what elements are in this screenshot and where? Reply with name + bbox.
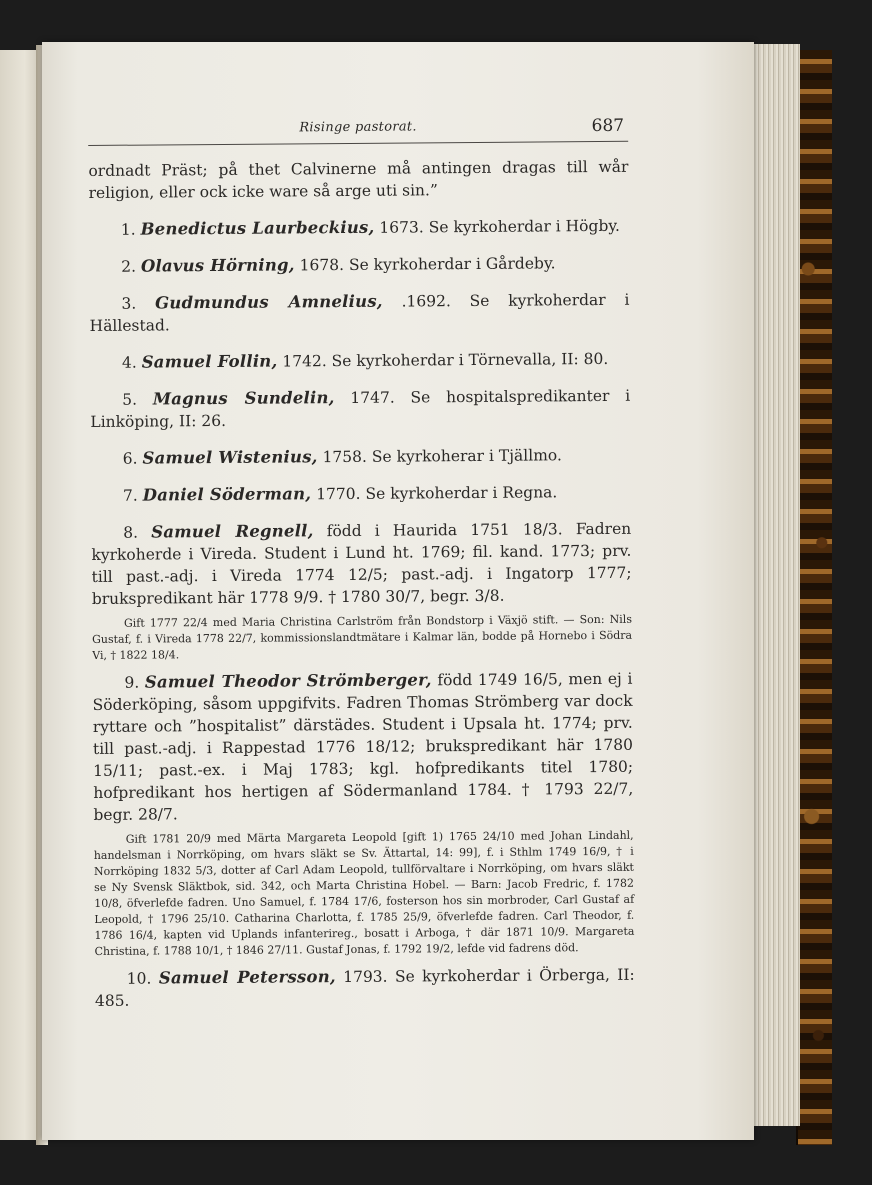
entry-name: Samuel Regnell, xyxy=(151,521,314,542)
entry-4: 4. Samuel Follin, 1742. Se kyrkoherdar i Törnevalla, II: 80. xyxy=(121,349,609,372)
marbled-cover-edge xyxy=(796,50,832,1145)
entry-9-note: Gift 1781 20/9 med Märta Margareta Leopold [gift 1) 1765 24/10 med Johan Lindahl, handelsman i Norrköping, om hvars släkt se Sv. Ättartal, 14: 99], f. i Sthlm 1749 16/9, † i Norrköping 1832 5/3, dotter af Carl Adam Leopold, tullförvaltare i Norrköping, om hvars släkt se Ny Svensk Släktbok, sid. 342, och Marta Christina Hobel. — Barn: Jacob Fredric, f. 1782 10/8, öfverlefde fadren. Uno Samuel, f. 1784 17/6, fosterson hos sin morbroder, Carl Gustaf af Leopold, † 1796 25/10. Catharina Charlotta, f. 1785 25/9, öfverlefde fadren. Carl Theodor, f. 1786 16/4, kapten vid Uplands infanterireg., bosatt i Arboga, † där 1871 10/9. Margareta Christina, f. 1788 10/1, † 1846 27/11. Gustaf Jonas, f. 1792 19/2, lefde vid fadrens död. xyxy=(93,828,635,958)
entry-9: 9. Samuel Theodor Strömberger, född 1749 16/5, men ej i Söderköping, såsom uppgifvits. Fadren Thomas Strömberg var dock ryttare och ”hospitalist” därstädes. Student i Upsala ht. 1774; prv. till past.-adj. i Rappestad 1776 18/12; brukspredikant här 1780 15/11; past.-ex. i Maj 1783; kgl. hofpredikants titel 1780; hofpredikant hos hertigen af Södermanland 1784. † 1793 22/7, begr. 28/7. xyxy=(92,669,634,824)
entry-name: Olavus Hörning, xyxy=(140,255,295,276)
entry-name: Samuel Follin, xyxy=(141,351,278,372)
entry-7: 7. Daniel Söderman, 1770. Se kyrkoherdar i Regna. xyxy=(122,483,558,505)
entry-name: Samuel Theodor Strömberger, xyxy=(144,670,432,692)
running-head: Risinge pastorat. xyxy=(299,119,417,136)
entry-name: Daniel Söderman, xyxy=(142,484,312,505)
entry-name: Samuel Petersson, xyxy=(158,967,336,988)
entry-3: 3. Gudmundus Amnelius, .1692. Se kyrkoherdar i Hällestad. xyxy=(89,290,630,335)
entry-2: 2. Olavus Hörning, 1678. Se kyrkoherdar i Gårdeby. xyxy=(121,254,556,276)
entry-1: 1. Benedictus Laurbeckius, 1673. Se kyrkoherdar i Högby. xyxy=(120,216,621,239)
entry-name: Samuel Wistenius, xyxy=(142,447,318,468)
entry-10: 10. Samuel Petersson, 1793. Se kyrkoherdar i Örberga, II: 485. xyxy=(94,965,635,1010)
page-header xyxy=(88,114,628,146)
page-content xyxy=(88,114,635,1012)
intro-paragraph: ordnadt Präst; på thet Calvinerne må antingen dragas till wår religion, eller ock icke ware så arge uti sin.” xyxy=(88,157,629,202)
entry-name: Benedictus Laurbeckius, xyxy=(140,217,375,239)
entry-6: 6. Samuel Wistenius, 1758. Se kyrkoherar i Tjällmo. xyxy=(122,446,562,468)
entry-name: Gudmundus Amnelius, xyxy=(154,291,383,313)
entry-5: 5. Magnus Sundelin, 1747. Se hospitalspredikanter i Linköping, II: 26. xyxy=(90,386,631,431)
entry-8-note: Gift 1777 22/4 med Maria Christina Carlström från Bondstorp i Växjö stift. — Son: Nils Gustaf, f. i Vireda 1778 22/7, kommissionslandtmätare i Kalmar län, bodde på Hornebo i Södra Vi, † 1822 18/4. xyxy=(92,612,633,662)
entry-name: Magnus Sundelin, xyxy=(152,388,335,409)
page-number: 687 xyxy=(591,115,625,137)
entry-8: 8. Samuel Regnell, född i Haurida 1751 18/3. Fadren kyrkoherde i Vireda. Student i Lund ht. 1769; fil. kand. 1773; prv. till past.-adj. i Vireda 1774 12/5; past.-adj. i Ingatorp 1777; brukspredikant här 1778 9/9. † 1780 30/7, begr. 3/8. xyxy=(91,519,632,608)
